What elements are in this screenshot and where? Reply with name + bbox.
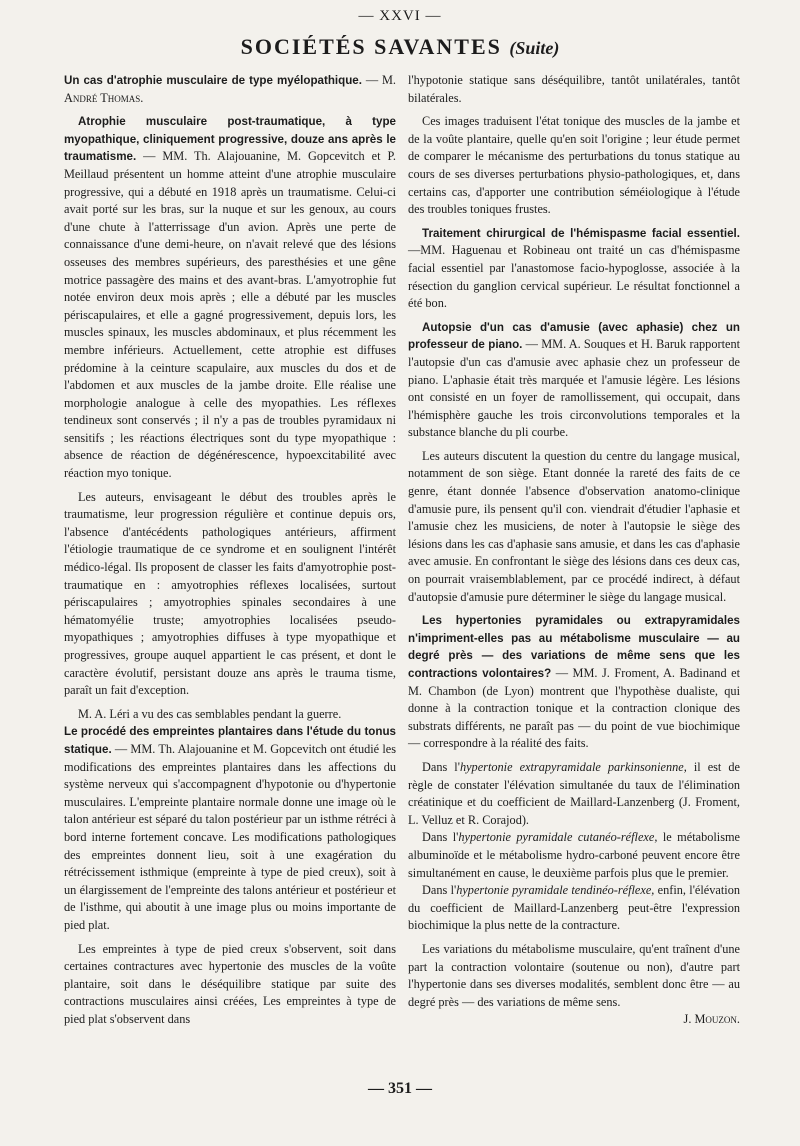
article-3-p2: Les empreintes à type de pied creux s'observent, soit dans certaines contractures avec hypertonie des muscles de la voûte plantaire, soit dans le déséquilibre statique par suite des contractions musculaires ainsi créées, Les empreintes à type de pied plat s'observent dans — [64, 941, 396, 1026]
section-title — [0, 34, 800, 60]
article-5-p1 — [408, 319, 740, 442]
page-number-roman: — XXVI — — [358, 8, 442, 24]
left-column — [64, 72, 396, 1028]
section-title-main: SOCIÉTÉS SAVANTES — [240, 34, 502, 59]
article-3-p1 — [64, 723, 396, 934]
article-6-p5: Les variations du métabolisme musculaire, qu'ent traînent d'une part la contraction volontaire (soutenue ou non), d'autre part l'hypertonie dans ses diverses modalités, semblent donc être — au degré près — des variations de même sens. — [408, 941, 740, 1009]
article-6-p2 — [408, 759, 740, 829]
article-6-p3-term: hypertonie pyramidale cutanéo-réflexe, — [458, 830, 658, 845]
article-6-p3-post: le métabolisme albuminoïde et le métabolisme hydro-carboné peuvent encore être simultanément en cause, le deuxième parfois plus que le premier. — [408, 830, 741, 880]
article-5-text: — MM. A. Souques et H. Baruk rapportent l'autopsie d'un cas d'amusie avec aphasie chez un professeur de piano. L'aphasie était très marquée et l'amusie légère. Les lésions ont consisté en un foyer de ramollissement, qui occupait, dans l'hémisphère gauche les trois circonvolutions temporales et la substance blanche du pli courbe. — [408, 337, 741, 440]
article-1-heading: Un cas d'atrophie musculaire de type myélopathique. — [64, 74, 362, 87]
article-2-authors: — MM. Th. Alajouanine, M. Gopcevitch — [143, 149, 365, 164]
article-2-text: et P. Meillaud présentent un homme atteint d'une atrophie musculaire progressive, qui a débuté en 1918 après un traumatisme. Celui-ci avait porté sur les bras, sur la nuque et sur les genoux, au cours d'une chute à l'atterrissage d'un avion. Après une perte de connaissance d'une demi-heure, on n'avait relevé que des lésions osseuses des membres supérieurs, des paresthésies et une gêne motrice passagère des mains et des avant-bras. L'amyotrophie fut notée environ deux mois après ; elle a débuté par les muscles périscapulaires, et elle a gagné progressivement, depuis lors, les muscles spinaux, les muscles abdominaux, et plus récemment les membre inférieurs. Actuellement, cette atrophie est diffuses prédomine à la ceinture scapulaire, aux muscles du dos et de l'abdomen et aux muscles de la jambe droite. Elle réalise une morphologie analogue à celle des myopathies. Les réflexes tendineux sont conservés ; il n'y a pas de troubles pyramidaux ni sensitifs ; les réactions électriques sont du type myopathique : absence de réaction de dégénérescence, hypoexcitabilité avec réaction myo tonique. — [64, 149, 396, 481]
article-6-p2-term: hypertonie extrapyramidale parkinsonienne, — [459, 759, 687, 774]
article-6-p2-pre: Dans l' — [422, 759, 460, 774]
article-6-p3 — [408, 829, 740, 882]
article-6-p1 — [408, 612, 740, 753]
article-6-p2-post: il est de règle de constater l'élévation simultanée du taux de l'élimination créatinique et du coefficient de Maillard-Lanzenberg (J. Froment, L. Velluz et R. Corajod). — [408, 759, 740, 827]
page-number-bottom: — 351 — — [368, 1080, 432, 1097]
article-1 — [64, 72, 396, 107]
right-column — [408, 72, 740, 1029]
article-3-text: — MM. Th. Alajouanine et M. Gopcevitch ont étudié les modifications des empreintes plantaires dans les affections du système nerveux qui s'accompagnent d'hypotonie ou d'hypertonie musculaires. L'empreinte plantaire normale donne une image où le talon antérieur est séparé du talon postérieur par un isthme rétréci à bord interne fortement concave. Les modifications pathologiques des empreintes donnent lieu, soit à une exagération du rétrécissement isthmique (empreinte à type de pied creux), soit à un élargissement de l'empreinte des talons antérieur et postérieur et de l'isthme, qui aboutit à une image plus ou moins importante de pied plat. — [64, 741, 396, 932]
article-5-p2: Les auteurs discutent la question du centre du langage musical, notamment de son siège. Etant donnée la rareté des faits de ce genre, étant donnée l'absence d'observation anatomo-clinique d'amusie pure, ils pensent qu'il con. viendrait d'étudier l'aphasie et l'amusie chez les musiciens, de noter à l'autopsie le siège des lésions dans les cas d'aphasie sans amusie, et dans les cas d'aphasie avec amusie. En confrontant le siège des lésions dans ces deux cas, on pourrait vraisemblablement, par ce procédé indirect, à défaut d'autopsie d'amusie pure déterminer le siège du langage musical. — [408, 448, 740, 604]
article-6-p4-post: enfin, l'élévation du coefficient de Maillard-Lanzenberg peut-être l'expression biochimique la plus nette de la contracture. — [408, 883, 740, 933]
article-6-p4-term: hypertonie pyramidale tendinéo-réflexe, — [456, 883, 655, 898]
article-4-text: —MM. Haguenau et Robineau ont traité un cas d'hémispasme facial essentiel par l'anastomose facio-hypoglosse, associée à la résection du ganglion cervical supérieur. Le résultat fonctionnel a été bon. — [408, 243, 740, 311]
article-4-heading: Traitement chirurgical de l'hémispasme facial essentiel. — [422, 226, 740, 240]
article-6-text: — MM. J. Froment, A. Badinand et M. Chambon (de Lyon) montrent que l'hypothèse dualiste, qui donne à la contraction tonique et la contraction clonique des substrats différents, ne paraît pas — du point de vue biochimique — correspondre à la réalité des faits. — [408, 666, 740, 751]
article-5-heading: Autopsie d'un cas d'amusie (avec aphasie) chez un professeur de piano. — [408, 320, 740, 352]
article-6-p3-pre: Dans l' — [422, 830, 459, 845]
section-title-suffix: (Suite) — [509, 38, 560, 58]
article-1-author: — M. André Thomas. — [64, 73, 396, 105]
article-4 — [408, 225, 740, 313]
article-2-p2: Les auteurs, envisageant le début des troubles après le traumatisme, leur progression régulière et continue depuis ors, l'absence d'antécédents pathologiques antérieurs, affirment l'étiologie traumatique de ce syndrome et en soulignent l'intérêt médico-légal. Ils proposent de classer les faits d'amyotrophie post-traumatique en : amyotrophies réflexes localisées, surtout périscapulaires ; amyotrophies spinales secondaires à une hématomyélie truste; amyotrophies localisées pseudo-myopathiques ; amyotrophies diffuses à type myopathique et progressives, groupe auquel appartient le cas présent, et dont le caractère évolutif, persistant douze ans après le trauma tisme, paraît un fait d'exception. — [64, 489, 396, 698]
article-6-p4 — [408, 882, 740, 935]
article-3-heading: Le procédé des empreintes plantaires dans l'étude du tonus statique. — [64, 725, 396, 756]
article-2-heading: Atrophie musculaire post-traumatique, à type myopathique, cliniquement progressive, douze ans après le traumatisme. — [64, 115, 396, 164]
continuation-p1: l'hypotonie statique sans déséquilibre, tantôt unilatérales, tantôt bilatérales. — [408, 73, 740, 105]
article-2-p3: M. A. Léri a vu des cas semblables pendant la guerre. — [78, 706, 342, 721]
continuation-p2: Ces images traduisent l'état tonique des muscles de la jambe et de la voûte plantaire, quelle qu'en soit l'origine ; leur étude permet de comparer le mécanisme des perturbations du tonus statique au cours de ses diverses perturbations physio-pathologiques, et, dans certains cas, d'apporter une contribution séméiologique à l'étude des troubles toniques frustes. — [408, 114, 740, 217]
article-6-p4-pre: Dans l' — [422, 883, 457, 898]
article-2-p1 — [64, 113, 396, 482]
signature: J. Mouzon. — [683, 1012, 740, 1027]
article-6-heading: Les hypertonies pyramidales ou extrapyramidales n'impriment-elles pas au métabolisme musculaire — au degré près — des variations de même sens que les contractions volontaires? — [408, 614, 740, 680]
